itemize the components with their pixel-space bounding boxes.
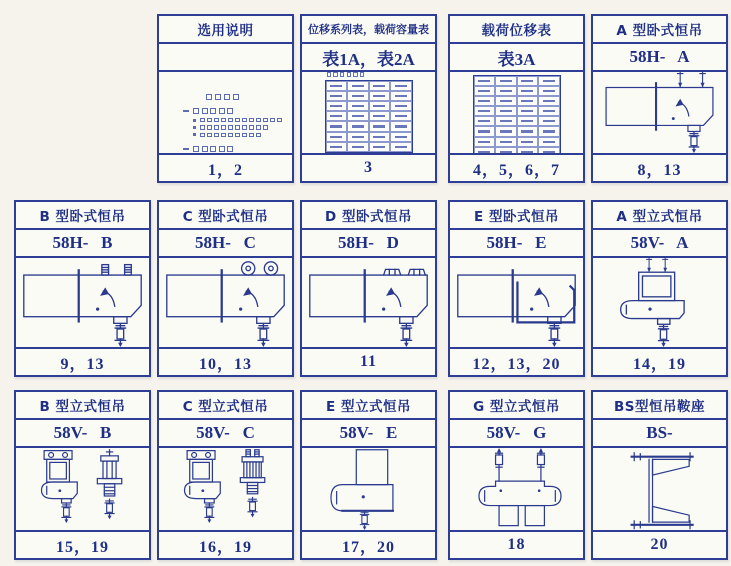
- card-58v-b: [14, 390, 151, 560]
- b-type-vertical-hanger-drawing: [16, 448, 149, 530]
- card-title: BS型恒吊鞍座: [593, 392, 726, 420]
- page-refs: 15，19: [16, 530, 149, 558]
- e-type-vertical-hanger-drawing: [302, 448, 435, 530]
- card-model: 58V- C: [159, 420, 292, 448]
- page-refs: 16，19: [159, 530, 292, 558]
- mini-table-graphic: [325, 72, 413, 153]
- page-refs: 4，5，6，7: [450, 153, 583, 181]
- card-title: C 型卧式恒吊: [159, 202, 292, 230]
- card-58h-b: [14, 200, 151, 377]
- mini-table-graphic: [473, 72, 561, 153]
- card-model: BS-: [593, 420, 726, 448]
- card-title: A 型立式恒吊: [593, 202, 726, 230]
- card-model: 58H- A: [593, 44, 726, 72]
- card-selection-notes: [157, 14, 294, 183]
- card-model: 表1A，表2A: [302, 44, 435, 72]
- page-refs: 1，2: [159, 153, 292, 181]
- card-title: B 型立式恒吊: [16, 392, 149, 420]
- card-58h-a: [591, 14, 728, 183]
- selection-notes-text-block: [159, 72, 292, 153]
- card-model: 58H- B: [16, 230, 149, 258]
- card-58v-g: [448, 390, 585, 560]
- c-type-horizontal-hanger-drawing: [159, 258, 292, 347]
- card-table-3a: [448, 14, 585, 183]
- page-refs: 14，19: [593, 347, 726, 375]
- card-model: 表3A: [450, 44, 583, 72]
- card-58h-e: [448, 200, 585, 377]
- bs-type-hanger-saddle-drawing: [593, 448, 726, 530]
- card-title: E 型卧式恒吊: [450, 202, 583, 230]
- card-model: [159, 44, 292, 72]
- card-58h-d: [300, 200, 437, 377]
- page-refs: 3: [302, 153, 435, 181]
- card-model: 58V- B: [16, 420, 149, 448]
- card-58h-c: [157, 200, 294, 377]
- e-type-horizontal-hanger-drawing: [450, 258, 583, 347]
- card-model: 58H- E: [450, 230, 583, 258]
- card-model: 58V- E: [302, 420, 435, 448]
- card-58v-e: [300, 390, 437, 560]
- page-refs: 10，13: [159, 347, 292, 375]
- page-refs: 12，13，20: [450, 347, 583, 375]
- c-type-vertical-hanger-drawing: [159, 448, 292, 530]
- card-tables-1a-2a: [300, 14, 437, 183]
- page-refs: 9，13: [16, 347, 149, 375]
- page-refs: 20: [593, 530, 726, 558]
- card-58v-a: [591, 200, 728, 377]
- card-title: 选用说明: [159, 16, 292, 44]
- a-type-horizontal-hanger-drawing: [593, 72, 726, 153]
- card-title: G 型立式恒吊: [450, 392, 583, 420]
- page-refs: 17，20: [302, 530, 435, 558]
- card-58v-c: [157, 390, 294, 560]
- b-type-horizontal-hanger-drawing: [16, 258, 149, 347]
- page-refs: 18: [450, 530, 583, 558]
- card-model: 58V- A: [593, 230, 726, 258]
- card-title: D 型卧式恒吊: [302, 202, 435, 230]
- card-title: 位移系列表，载荷容量表: [302, 16, 435, 44]
- card-model: 58H- C: [159, 230, 292, 258]
- card-bs-saddle: [591, 390, 728, 560]
- a-type-vertical-hanger-drawing: [593, 258, 726, 347]
- card-model: 58V- G: [450, 420, 583, 448]
- page-refs: 8，13: [593, 153, 726, 181]
- card-model: 58H- D: [302, 230, 435, 258]
- placeholder-text-lines: [181, 94, 282, 153]
- card-title: 载荷位移表: [450, 16, 583, 44]
- g-type-vertical-hanger-drawing: [450, 448, 583, 530]
- card-title: E 型立式恒吊: [302, 392, 435, 420]
- d-type-horizontal-hanger-drawing: [302, 258, 435, 347]
- card-title: A 型卧式恒吊: [593, 16, 726, 44]
- card-title: B 型卧式恒吊: [16, 202, 149, 230]
- page-refs: 11: [302, 347, 435, 375]
- card-title: C 型立式恒吊: [159, 392, 292, 420]
